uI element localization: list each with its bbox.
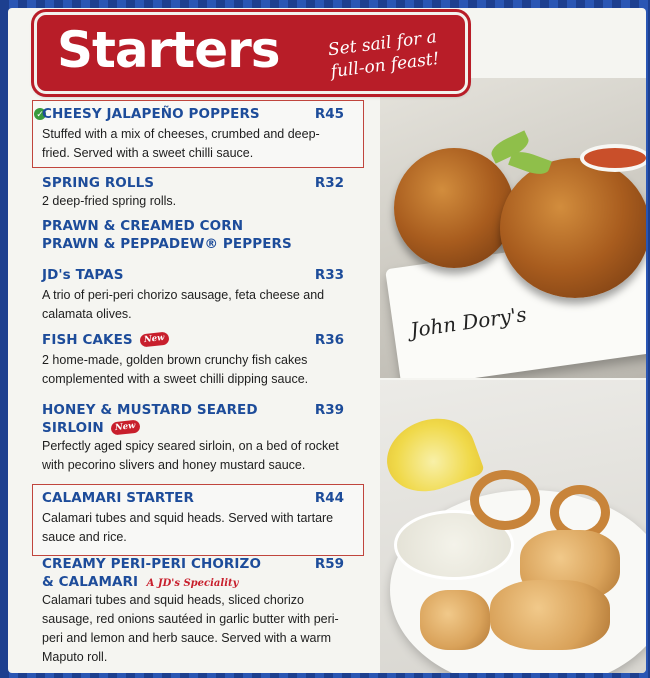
new-badge: New	[111, 420, 141, 436]
menu-item	[42, 489, 344, 547]
poppers-photo	[380, 78, 646, 378]
item-description: Calamari tubes and squid heads, sliced chorizo sausage, red onions sautéed in garlic butter with peri-peri and lemon and herb sauce. Served with a warm Maputo roll.	[42, 593, 339, 664]
popper-ball	[394, 148, 514, 268]
page-title: Starters	[57, 21, 280, 79]
item-description: A trio of peri-peri chorizo sausage, feta cheese and calamata olives.	[42, 288, 325, 321]
menu-item	[42, 555, 344, 667]
popper-ball	[500, 158, 646, 298]
menu-item	[42, 217, 344, 253]
calamari-piece	[490, 580, 610, 650]
item-price: R44	[314, 490, 344, 506]
item-name: SIRLOIN	[42, 420, 104, 436]
menu-item	[42, 174, 344, 211]
lemon-wedge	[380, 407, 485, 504]
item-name: CREAMY PERI-PERI CHORIZO	[42, 556, 262, 572]
menu-page	[8, 8, 646, 673]
item-name: SPRING ROLLS	[42, 175, 155, 191]
item-name: CHEESY JALAPEÑO POPPERS	[42, 106, 260, 122]
calamari-piece	[420, 590, 490, 650]
item-price: R33	[314, 267, 344, 283]
item-description: Calamari tubes and squid heads. Served with tartare sauce and rice.	[42, 511, 334, 544]
item-name: JD's TAPAS	[42, 267, 124, 283]
tagline: Set sail for a full-on feast!	[326, 27, 441, 83]
menu-item	[42, 331, 344, 389]
check-icon: ✓	[34, 108, 46, 120]
item-name: FISH CAKES	[42, 332, 133, 348]
menu-item	[42, 105, 344, 163]
plate-logo: John Dory's	[408, 301, 528, 343]
calamari-ring	[470, 470, 540, 530]
item-description: Stuffed with a mix of cheeses, crumbed and deep-fried. Served with a sweet chilli sauce.	[42, 127, 320, 160]
chilli-sauce-dish	[580, 144, 646, 172]
item-description: 2 deep-fried spring rolls.	[42, 194, 177, 208]
item-name: & CALAMARI	[42, 574, 139, 590]
menu-item	[42, 401, 344, 475]
item-price: R39	[314, 402, 344, 418]
calamari-photo	[380, 380, 646, 673]
item-description: 2 home-made, golden brown crunchy fish cakes complemented with a sweet chilli dipping sauce.	[42, 353, 309, 386]
item-name: PRAWN & PEPPADEW® PEPPERS	[42, 236, 292, 252]
item-name: HONEY & MUSTARD SEARED	[42, 402, 258, 418]
item-price: R59	[314, 556, 344, 572]
item-name: PRAWN & CREAMED CORN	[42, 218, 244, 234]
item-price: R36	[314, 332, 344, 348]
item-price: R32	[314, 175, 344, 191]
title-banner	[34, 12, 468, 94]
item-price: R45	[314, 106, 344, 122]
specialty-tag: A JD's Speciality	[146, 578, 239, 589]
new-badge: New	[140, 332, 170, 348]
menu-item	[42, 266, 344, 324]
item-name: CALAMARI STARTER	[42, 490, 194, 506]
item-description: Perfectly aged spicy seared sirloin, on a bed of rocket with pecorino slivers and honey mustard sauce.	[42, 439, 339, 472]
